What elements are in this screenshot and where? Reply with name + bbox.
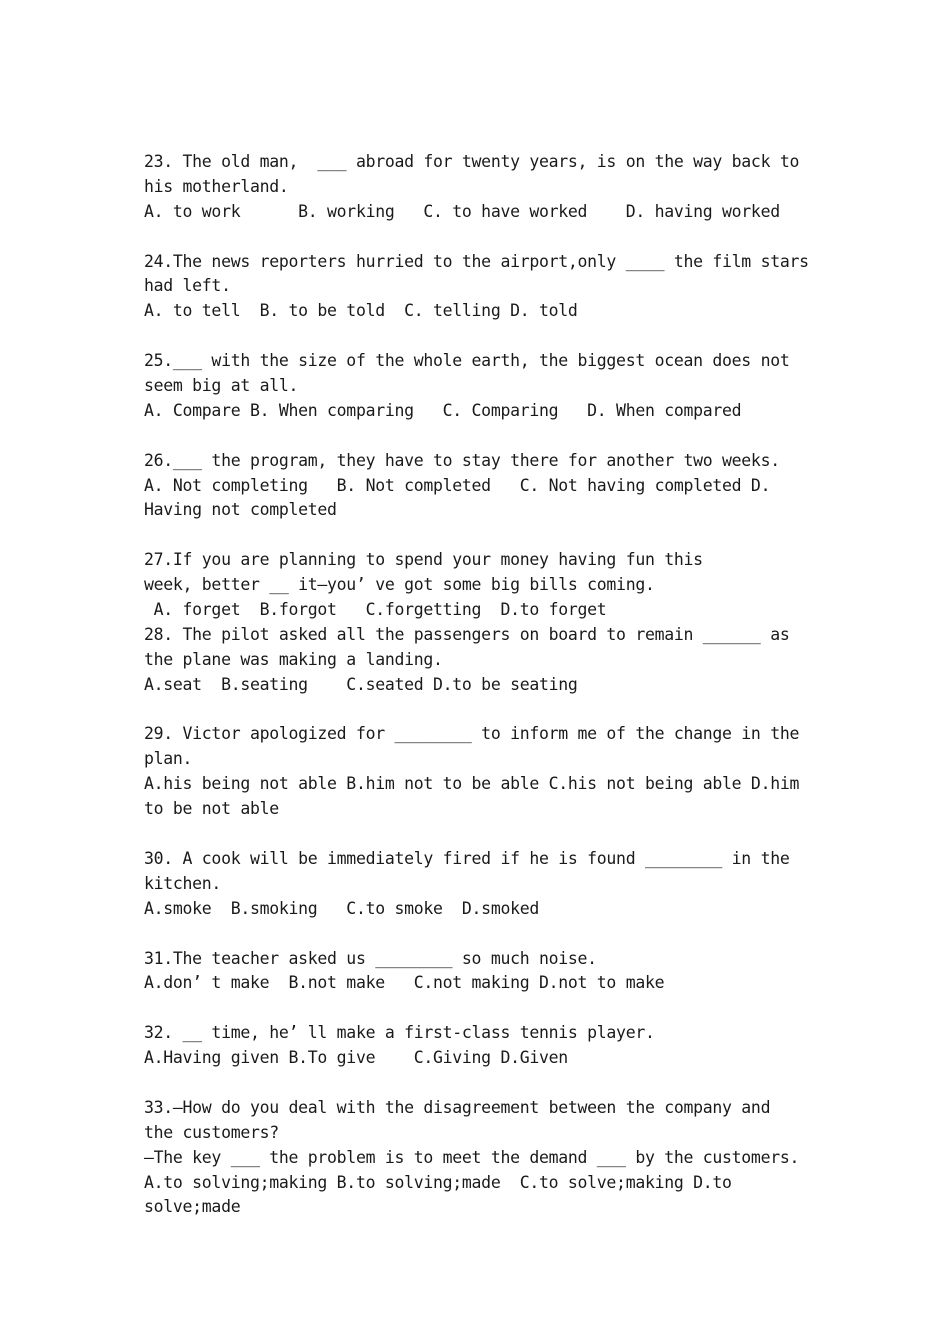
answer-options: A.seat B.seating C.seated D.to be seating — [144, 674, 578, 694]
question-27 — [144, 548, 824, 623]
question-line: —The key ___ the problem is to meet the demand ___ by the customers. — [144, 1147, 800, 1167]
question-32 — [144, 1021, 824, 1071]
question-line: 31.The teacher asked us ________ so much noise. — [144, 948, 597, 968]
answer-options: Having not completed — [144, 500, 337, 520]
question-33 — [144, 1096, 824, 1220]
question-line: 24.The news reporters hurried to the airport,only ____ the film stars — [144, 251, 809, 271]
question-26 — [144, 449, 824, 524]
question-line: 26.___ the program, they have to stay there for another two weeks. — [144, 450, 780, 470]
question-line: 33.—How do you deal with the disagreement between the company and — [144, 1097, 771, 1117]
answer-options: A.smoke B.smoking C.to smoke D.smoked — [144, 898, 539, 918]
answer-options: A.Having given B.To give C.Giving D.Given — [144, 1048, 568, 1068]
question-line: his motherland. — [144, 176, 289, 196]
question-line: 32. __ time, he’ ll make a first-class tennis player. — [144, 1023, 655, 1043]
question-line: seem big at all. — [144, 376, 299, 396]
question-28 — [144, 623, 824, 698]
answer-options: A. Compare B. When comparing C. Comparing D. When compared — [144, 400, 742, 420]
question-line: had left. — [144, 276, 231, 296]
question-line: 30. A cook will be immediately fired if he is found ________ in the — [144, 848, 790, 868]
question-24 — [144, 250, 824, 325]
answer-options: A. Not completing B. Not completed C. Not having completed D. — [144, 475, 771, 495]
answer-options: A. to work B. working C. to have worked D. having worked — [144, 201, 780, 221]
question-29 — [144, 722, 824, 822]
question-sheet — [144, 150, 824, 1220]
question-31 — [144, 947, 824, 997]
question-line: week, better __ it—you’ ve got some big bills coming. — [144, 575, 655, 595]
answer-options: A.to solving;making B.to solving;made C.to solve;making D.to — [144, 1172, 732, 1192]
answer-options: A. to tell B. to be told C. telling D. told — [144, 301, 578, 321]
question-line: 27.If you are planning to spend your money having fun this — [144, 550, 703, 570]
question-line: 29. Victor apologized for ________ to inform me of the change in the — [144, 724, 800, 744]
question-25 — [144, 349, 824, 424]
question-line: 28. The pilot asked all the passengers on board to remain ______ as — [144, 624, 790, 644]
question-line: the plane was making a landing. — [144, 649, 443, 669]
answer-options: A.don’ t make B.not make C.not making D.not to make — [144, 973, 665, 993]
answer-options: A.his being not able B.him not to be able C.his not being able D.him — [144, 774, 800, 794]
answer-options: solve;made — [144, 1197, 241, 1217]
question-line: plan. — [144, 749, 193, 769]
question-line: 23. The old man, ___ abroad for twenty years, is on the way back to — [144, 152, 800, 171]
question-line: the customers? — [144, 1122, 279, 1142]
answer-options: A. forget B.forgot C.forgetting D.to forget — [144, 600, 607, 620]
question-line: kitchen. — [144, 873, 222, 893]
question-line: 25.___ with the size of the whole earth, the biggest ocean does not — [144, 351, 790, 371]
question-30 — [144, 847, 824, 922]
question-23 — [144, 150, 824, 225]
answer-options: to be not able — [144, 799, 279, 819]
